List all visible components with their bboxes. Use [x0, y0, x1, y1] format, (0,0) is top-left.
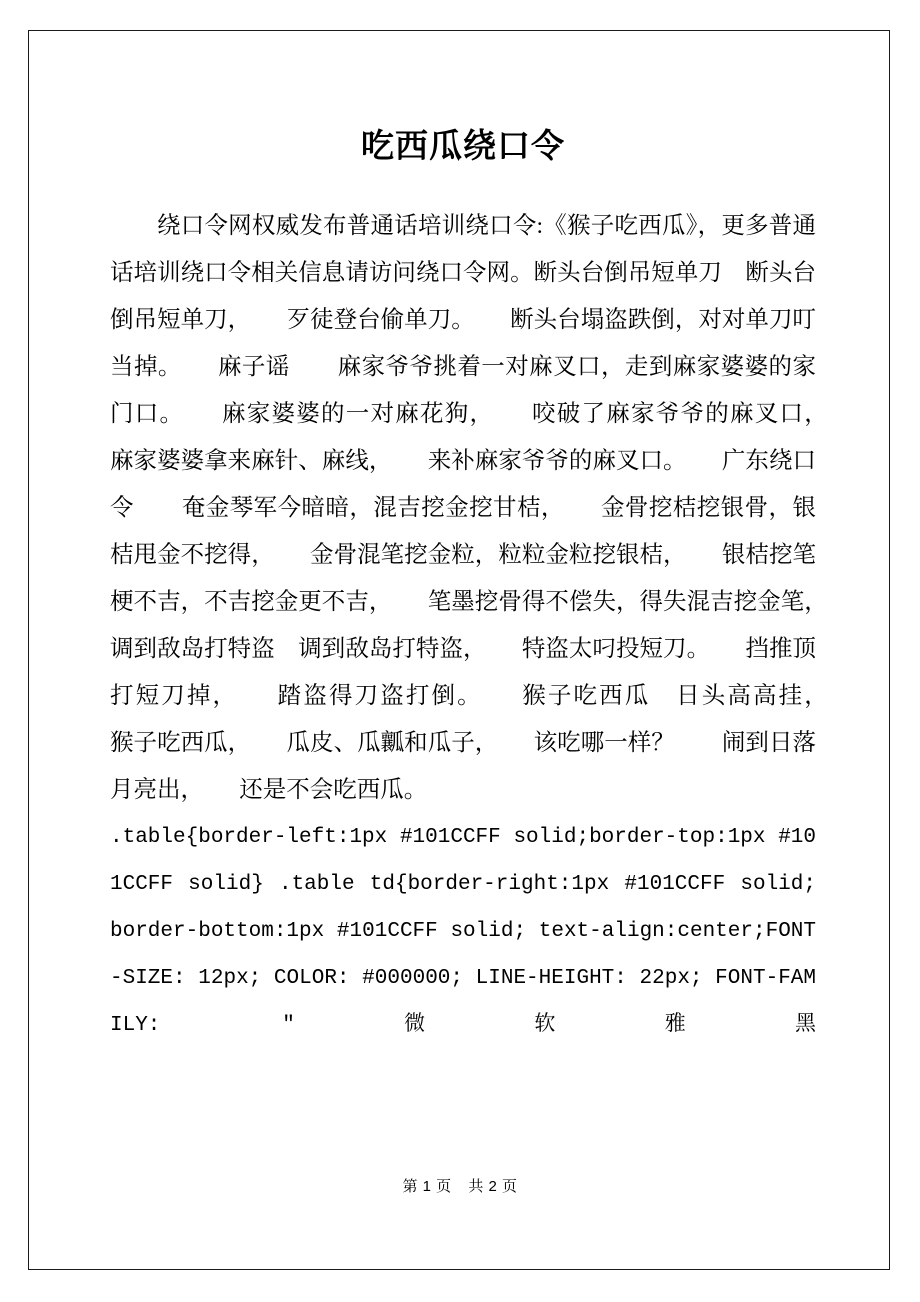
- footer-current-page: 第 1 页: [402, 1178, 452, 1195]
- document-content: [110, 120, 887, 1049]
- document-paragraph: 绕口令网权威发布普通话培训绕口令:《猴子吃西瓜》，更多普通话培训绕口令相关信息请访问绕口令网。断头台倒吊短单刀 断头台倒吊短单刀， 歹徒登台偷单刀。 断头台塌盗跌倒，对对单刀叮当掉。 麻子谣 麻家爷爷挑着一对麻叉口，走到麻家婆婆的家门口。 麻家婆婆的一对麻花狗， 咬破了麻家爷爷的麻叉口， 麻家婆婆拿来麻针、麻线， 来补麻家爷爷的麻叉口。 广东绕口令 奄金琴军今暗暗，混吉挖金挖甘桔， 金骨挖桔挖银骨，银桔甩金不挖得， 金骨混笔挖金粒，粒粒金粒挖银桔， 银桔挖笔梗不吉，不吉挖金更不吉， 笔墨挖骨得不偿失，得失混吉挖金笔， 调到敌岛打特盗 调到敌岛打特盗， 特盗太叼投短刀。 挡推顶打短刀掉， 踏盗得刀盗打倒。 猴子吃西瓜 日头高高挂， 猴子吃西瓜， 瓜皮、瓜瓤和瓜子， 该吃哪一样？ 闹到日落月亮出， 还是不会吃西瓜。: [110, 213, 887, 803]
- page-title: 吃西瓜绕口令: [361, 127, 565, 164]
- page-footer: [0, 1175, 920, 1196]
- document-code-block: .table{border-left:1px #101CCFF solid;border-top:1px #101CCFF solid} .table td{border-right:1px #101CCFF solid; border-bottom:1px #101CCFF solid; text-align:center;FONT-SIZE: 12px; COLOR: #000000; LINE-HEIGHT: 22px; FONT-FAMILY: "微软雅黑: [110, 826, 829, 1037]
- footer-total-pages: 共 2 页: [468, 1178, 518, 1195]
